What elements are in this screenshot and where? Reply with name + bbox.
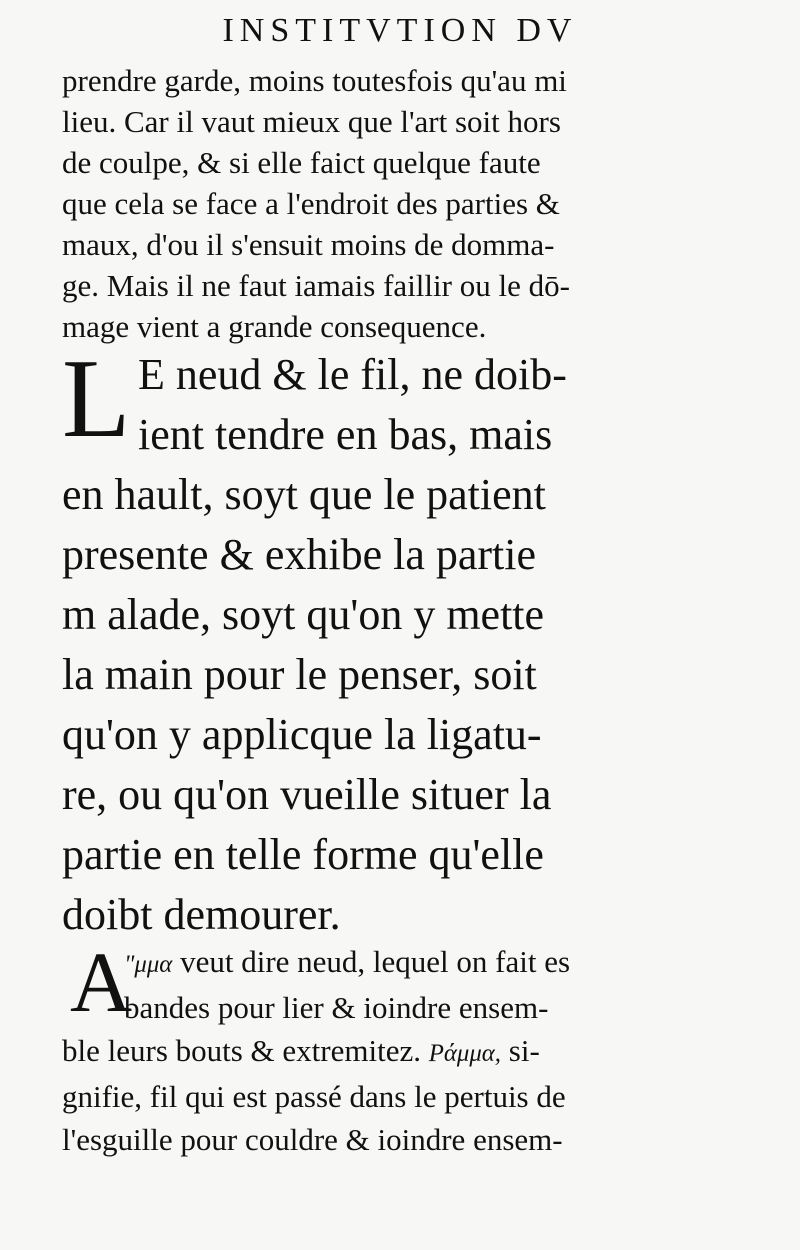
text-line: qu'on y applicque la ligatu- bbox=[62, 710, 542, 759]
text-line: E neud & le fil, ne doib- bbox=[138, 350, 567, 399]
text-span: veut dire neud, lequel on fait es bbox=[172, 944, 571, 979]
text-line: lieu. Car il vaut mieux que l'art soit hors bbox=[62, 104, 561, 139]
text-span: si- bbox=[501, 1033, 540, 1068]
text-span: ble leurs bouts & extremitez. bbox=[62, 1033, 429, 1068]
text-line: mage vient a grande consequence. bbox=[62, 309, 487, 344]
greek-word: "μμα bbox=[124, 951, 173, 978]
text-line bbox=[62, 1029, 722, 1075]
text-line: bandes pour lier & ioindre ensem- bbox=[124, 990, 549, 1025]
greek-word: Ράμμα, bbox=[428, 1040, 502, 1067]
aphorism-passage bbox=[62, 337, 722, 945]
text-line: presente & exhibe la partie bbox=[62, 530, 537, 579]
text-line: re, ou qu'on vueille situer la bbox=[62, 770, 552, 819]
top-passage bbox=[62, 60, 722, 347]
text-line: la main pour le penser, soit bbox=[62, 650, 537, 699]
text-line bbox=[62, 940, 722, 986]
text-line: ge. Mais il ne faut iamais faillir ou le dō- bbox=[62, 268, 570, 303]
text-line: prendre garde, moins toutesfois qu'au mi bbox=[62, 63, 567, 98]
text-line: gnifie, fil qui est passé dans le pertuis de bbox=[62, 1079, 566, 1114]
text-line: de coulpe, & si elle faict quelque faute bbox=[62, 145, 541, 180]
text-line: ient tendre en bas, mais bbox=[138, 410, 553, 459]
text-line: partie en telle forme qu'elle bbox=[62, 830, 544, 879]
drop-cap: L bbox=[62, 337, 131, 461]
running-head: INSTITVTION DV bbox=[222, 12, 578, 49]
text-line: que cela se face a l'endroit des parties & bbox=[62, 186, 560, 221]
text-line: maux, d'ou il s'ensuit moins de domma- bbox=[62, 227, 555, 262]
text-line: m alade, soyt qu'on y mette bbox=[62, 590, 545, 639]
commentary-passage bbox=[62, 934, 722, 1161]
text-line: doibt demourer. bbox=[62, 890, 341, 939]
text-line: l'esguille pour couldre & ioindre ensem- bbox=[62, 1122, 563, 1157]
text-line: en hault, soyt que le patient bbox=[62, 470, 546, 519]
drop-cap: A bbox=[70, 934, 133, 1030]
